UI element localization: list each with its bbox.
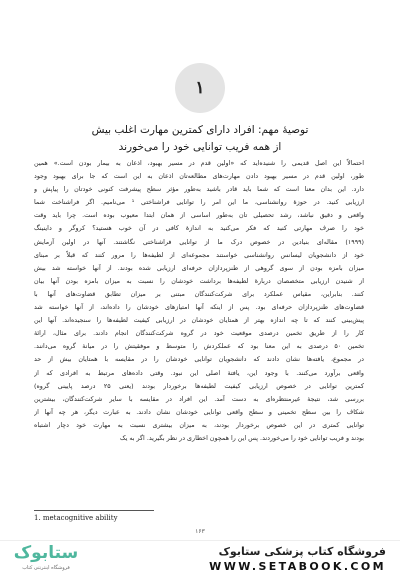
body-line: دارد. این بدان معنا است که شما باید قادر باشید به‌طور مؤثر سطح پیشرفت کنونی خودتان را پیاپش و [34, 186, 364, 194]
body-line: خود از دانشجویان لیسانس روانشناسی خواستند مجموعه‌ای از لطیفه‌ها را مرور کنند که قبلاً بر مبنای [34, 251, 364, 259]
body-text [34, 157, 364, 445]
body-line: کنند. بنابراین، مقیاس عملکرد برای شرکت‌کنندگان مبتنی بر میزان تطابق قضاوت‌های آنها با [34, 290, 364, 298]
footnote: 1. metacognitive ability [34, 514, 118, 522]
body-line: پیش‌بینی کنند که تا چه اندازه بهتر از همتایان خودشان در ارزیابی کیفیت لطیفه‌ها را سنجیده‌اند. آنها این [34, 317, 364, 325]
body-line: خود را صرف مهارتی کنید که فکر می‌کنید به اندازهٔ کافی در آن خوب هستید؟ کروگر و داینینگ [34, 225, 364, 233]
body-line: واقعی و دقیق نباشد، رشد تحصیلی تان به‌طور اساسی از همان ابتدا معیوب بوده است. چرا باید وقت [34, 212, 364, 220]
body-line: توانایی کمتری در این خصوص برخوردار بودند، به میزان بیشتری نسبت به مهارت خود دچار اشتباه [34, 421, 364, 429]
body-line: شکاف را بین سطح تخمینی و سطح واقعی توانایی خودشان نشان دادند. به عبارت دیگر، هر چه آنها از [34, 408, 364, 416]
body-line: در مجموع، یافته‌ها نشان دادند که دانشجویان توانایی خودشان را در مقایسه با همتایان بیش از حد [34, 356, 364, 364]
footnote-divider [34, 510, 154, 511]
setabook-logo[interactable] [6, 543, 86, 575]
page-number: ۱۶۳ [195, 528, 205, 535]
body-line: از شنیدن ارزیابی متخصصان دربارهٔ لطیفه‌ها برداشت خودشان را نسبت به میزان بامزه بودن آنها بیان [34, 277, 364, 285]
body-line: (۱۹۹۹) مقاله‌ای بنیادین در خصوص درک ما از توانایی فراشناختی نگاشتند. آنها در اولین آزمایش [34, 238, 364, 246]
body-line: کمترین توانایی در خصوص ارزیابی کیفیت لطیفه‌ها برخوردار بودند (یعنی ۲۵ درصد پایینی گروه) [34, 382, 364, 390]
body-line: بررسی شد، نتیجهٔ غیرمنتظره‌ای به دست آمد. این افراد در مقایسه با سایر شرکت‌کنندگان، بیشترین [34, 395, 364, 403]
body-line: ارزیابی کنید. در حوزهٔ روانشناسی، ما این امر را توانایی فراشناختی ¹ می‌نامیم. اگر فراشناخت شما [34, 199, 364, 207]
chapter-title-line-2: از همه فریب توانایی خود را می‌خورند [118, 141, 282, 153]
chapter-title-line-1: توصیهٔ مهم: افراد دارای کمترین مهارت اغلب بیش [91, 124, 309, 136]
body-line: میزان بامزه بودن از سوی گروهی از طنزپردازان حرفه‌ای ارزیابی شده بودند. از آنها خواسته شد بیش [34, 264, 364, 272]
logo-tagline: فروشگاه اینترنتی کتاب [22, 565, 70, 571]
body-line: کار را از طریق تخمین درصدی موقعیت خود در گروه شرکت‌کنندگان انجام دادند. برای مثال، ارائهٔ [34, 330, 364, 338]
chapter-number: ۱ [195, 78, 205, 98]
store-footer-banner [0, 540, 400, 577]
body-line: بودند و فریب توانایی خود را می‌خوردند. پس این را همچون اخطاری در نظر بگیرید. اگر به یک [119, 434, 364, 442]
body-line: طور، اولین قدم در مسیر بهبود دادن مهارت‌های مطالعه‌تان اذعان به این است که جا برای بهبود وجود [34, 173, 364, 181]
body-line: تخمین ۵۰ درصدی به این معنا بود که عملکردش را متوسط و موفقیتش را در میانهٔ گروه می‌دانند. [34, 343, 364, 351]
body-line: واقعی برآورد می‌کنند. با وجود این، یافتهٔ اصلی این نبود. وقتی داده‌های مرتبط به افرادی که از [34, 369, 364, 377]
store-name: فروشگاه کتاب پزشکی ستابوک [218, 545, 386, 558]
body-line: قضاوت‌های طنزپردازان حرفه‌ای بود. پس از اینکه آنها امتیازهای خودشان را داده‌اند، از آنها خواسته شد [34, 304, 364, 312]
body-line: احتمالاً این اصل قدیمی را شنیده‌اید که «اولین قدم در مسیر بهبود، اذعان به بیمار بودن است.» همین [34, 160, 364, 167]
chapter-number-badge [175, 63, 225, 113]
store-url-link[interactable]: WWW.SETABOOK.COM [209, 560, 386, 573]
logo-wordmark: ستابوک [13, 543, 79, 563]
